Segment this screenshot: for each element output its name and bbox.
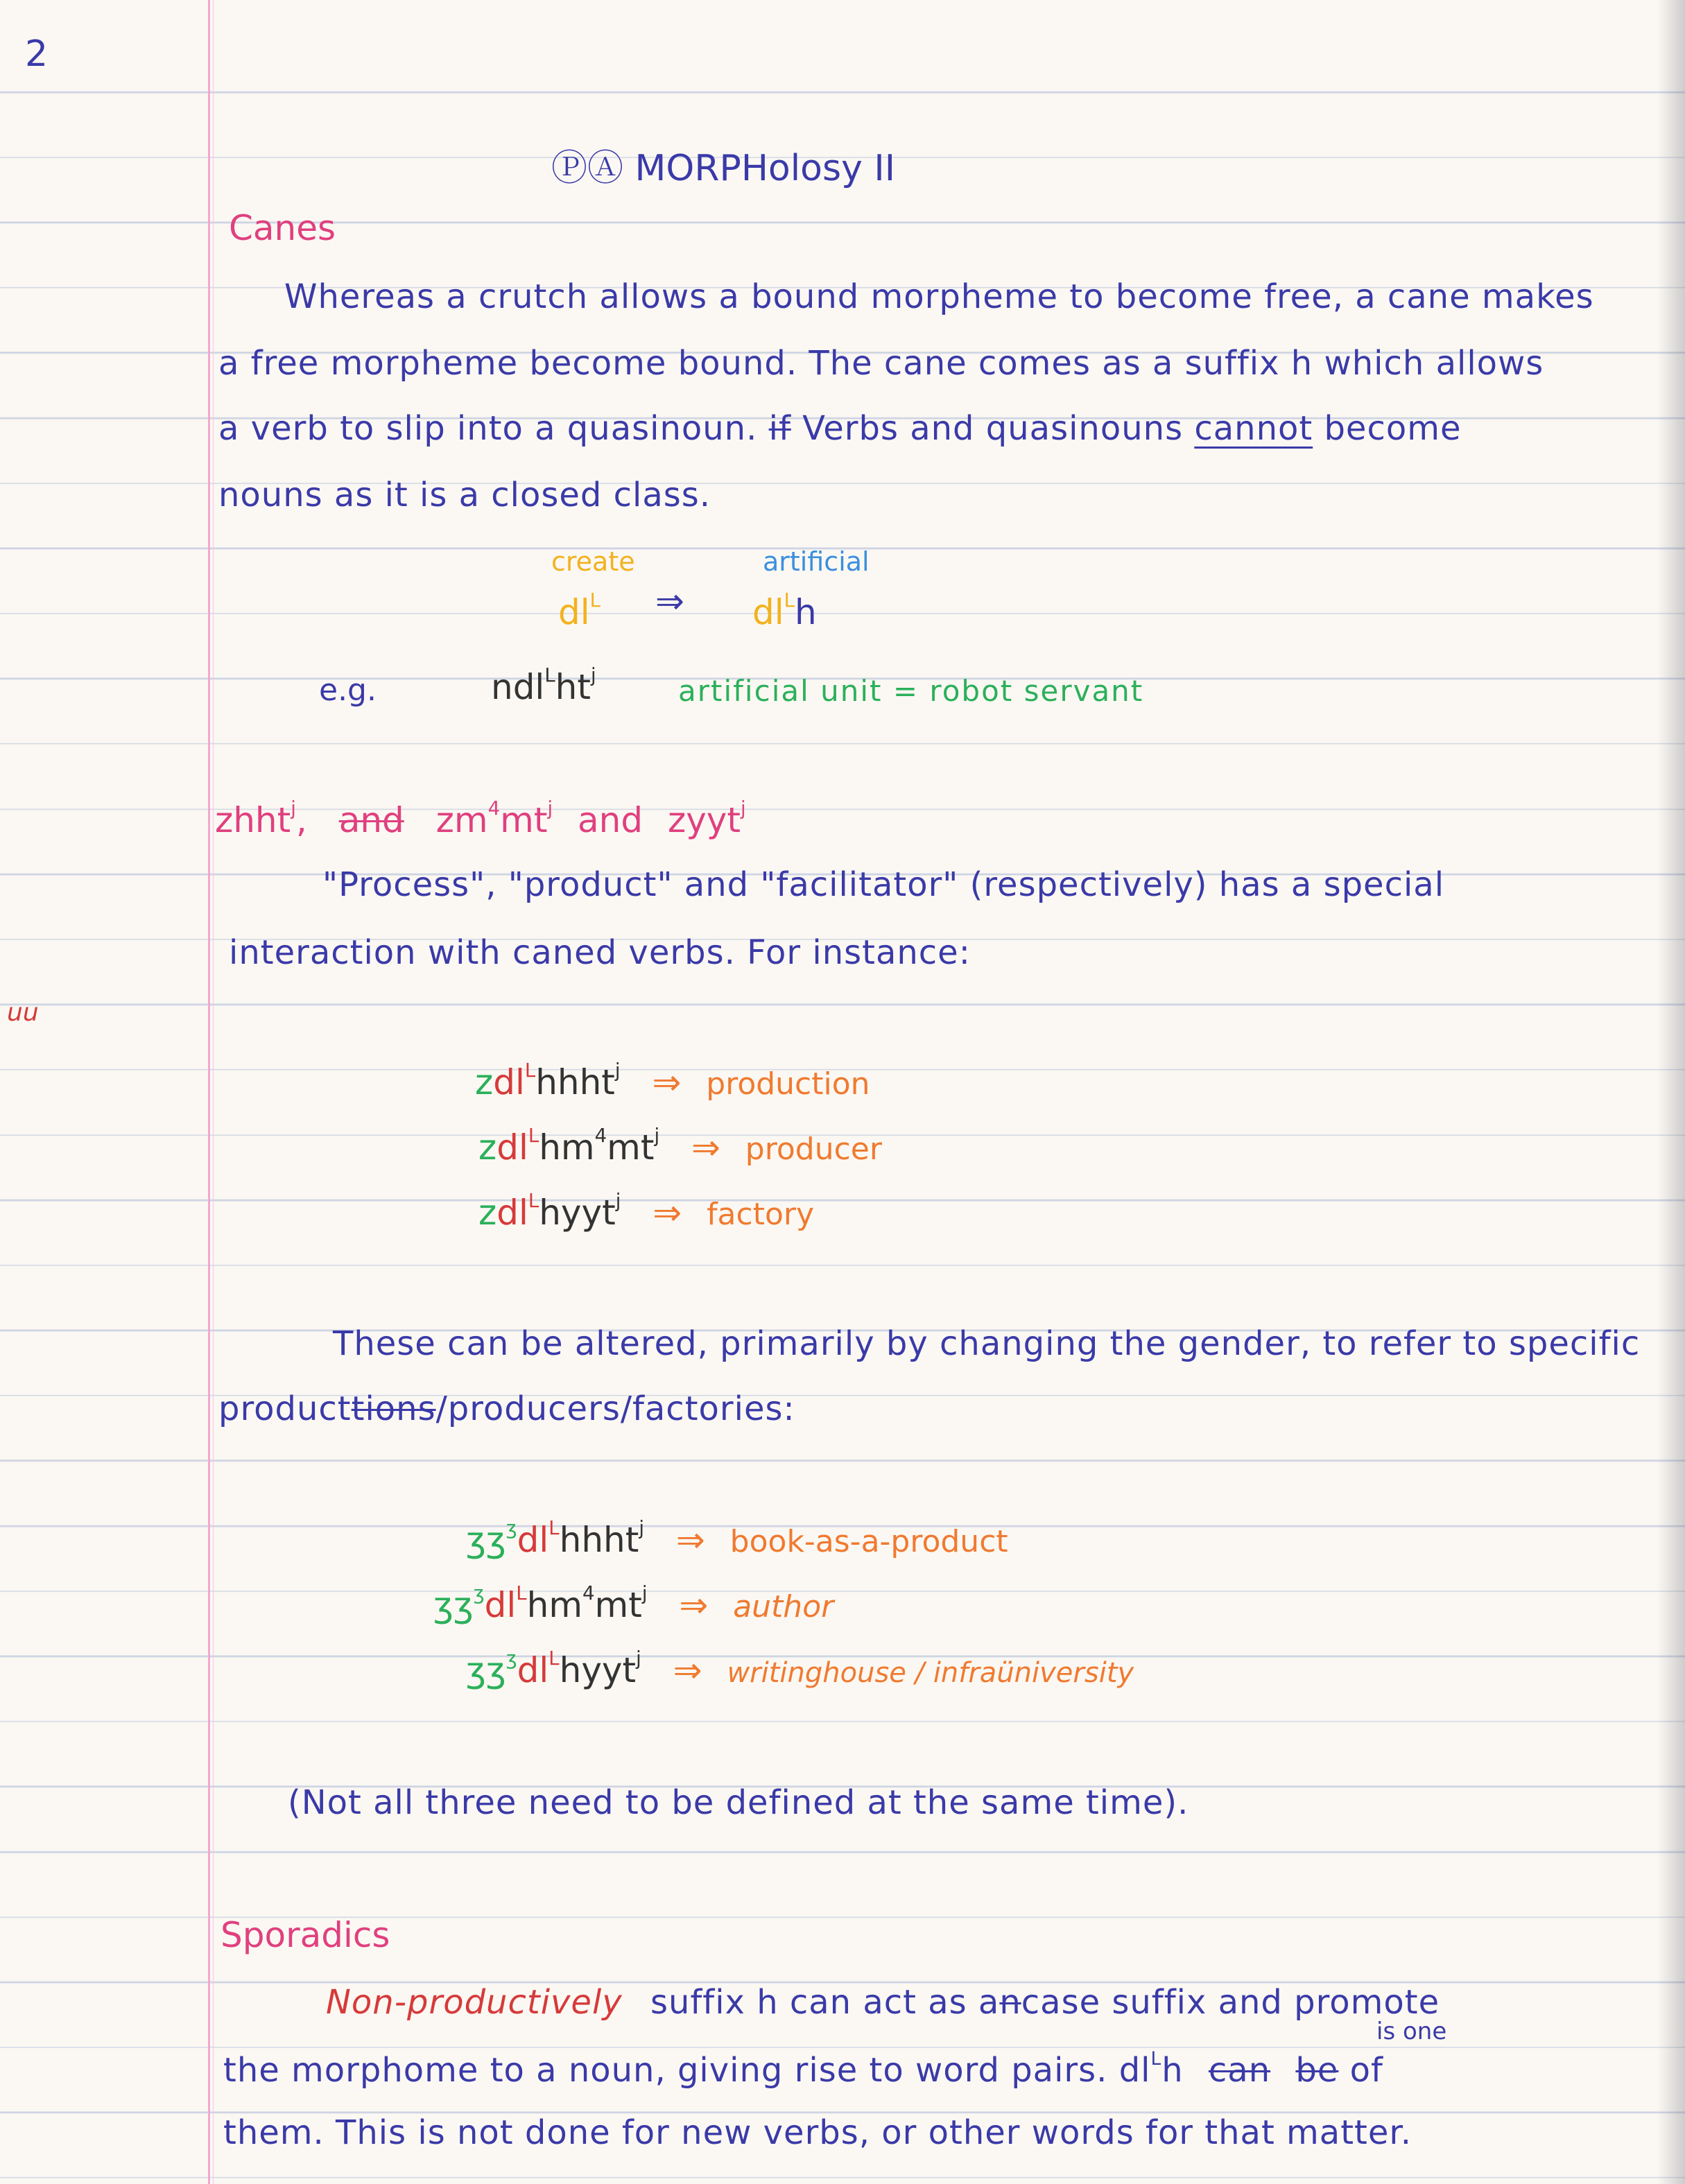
example-producer: [478, 1125, 882, 1168]
gloss: factory: [707, 1196, 815, 1232]
example-author: [433, 1582, 833, 1625]
arrow-icon: ⇒: [673, 1649, 702, 1690]
suffix-b: mt: [607, 1127, 655, 1168]
root: dl: [517, 1649, 549, 1690]
derived-form: [752, 589, 817, 632]
insertion-note: is one: [1376, 2018, 1447, 2045]
eg-word: [491, 664, 596, 707]
gloss: book-as-a-product: [729, 1523, 1008, 1559]
para2-struck: tions: [351, 1389, 436, 1428]
suffix-sup: j: [639, 1517, 644, 1539]
sporadics-line-1-b: suffix h can act as a: [650, 1983, 1000, 2022]
sporadics-line-2-a: the morphome to a noun, giving rise to word pairs. dl: [223, 2050, 1151, 2090]
eg-word-b: ht: [555, 666, 591, 707]
gender-prefix-sup: ʒ: [473, 1582, 485, 1604]
example-writinghouse: [466, 1647, 1134, 1690]
canes-para-line-3: [218, 409, 1462, 448]
heading-zyyt: zyyt: [667, 799, 741, 840]
sporadics-line-2-b: h: [1161, 2050, 1184, 2090]
derived-suffix: h: [794, 591, 817, 632]
sporadics-struck-be: be: [1295, 2050, 1339, 2090]
para2-line-2-b: /producers/factories:: [435, 1389, 795, 1428]
sporadics-line-3: them. This is not done for new verbs, or other words for that matter.: [223, 2113, 1412, 2152]
eg-word-sup1: L: [544, 664, 555, 686]
section-heading-canes: Canes: [229, 208, 336, 248]
arrow-icon: ⇒: [652, 1061, 682, 1102]
suffix: hm: [526, 1584, 583, 1625]
canes-para-line-3-text-b: Verbs and quasinouns: [802, 409, 1184, 448]
heading-struck-and: and: [338, 799, 404, 840]
canes-para-line-2: a free morpheme become bound. The cane comes as a suffix h which allows: [218, 344, 1544, 383]
gloss: author: [733, 1588, 834, 1624]
eg-label: e.g.: [319, 673, 377, 708]
eg-word-a: ndl: [491, 666, 545, 707]
root-sup: L: [548, 1647, 560, 1670]
suffix: hm: [539, 1127, 595, 1168]
example-production: [475, 1059, 870, 1102]
section-heading-processes: [215, 797, 746, 840]
sporadics-line-2-c: of: [1349, 2050, 1383, 2090]
sporadics-line-2-sup: L: [1150, 2048, 1162, 2070]
heading-zmmt-sup2: j: [547, 797, 553, 820]
underlined-word: cannot: [1194, 409, 1313, 448]
root: dl: [496, 1192, 528, 1233]
eg-word-sup2: j: [590, 664, 596, 686]
page-number: 2: [25, 33, 49, 75]
suffix-sup: j: [615, 1190, 621, 1212]
root-sup: L: [524, 1059, 536, 1082]
suffix: hhht: [559, 1519, 639, 1560]
heading-zmmt: zm: [435, 799, 488, 840]
processes-para-line-2: interaction with caned verbs. For instance:: [229, 933, 971, 972]
margin-line: [208, 0, 210, 2184]
suffix-b: mt: [594, 1584, 642, 1625]
arrow-icon: ⇒: [675, 1519, 705, 1560]
root: dl: [493, 1061, 525, 1102]
processes-para2-line-1: These can be altered, primarily by changing the gender, to refer to specific: [333, 1324, 1641, 1363]
struck-word: if: [768, 409, 791, 448]
eg-gloss: artificial unit = robot servant: [678, 674, 1144, 708]
heading-comma: ,: [295, 799, 307, 840]
suffix-sup: j: [636, 1647, 641, 1670]
page-edge-shadow: [1657, 0, 1685, 2184]
example-factory: [478, 1190, 814, 1233]
heading-zhht: zhht: [215, 799, 291, 840]
gloss: production: [706, 1066, 870, 1102]
processes-para2-line-2: [218, 1389, 795, 1428]
gloss: producer: [745, 1131, 882, 1167]
heading-zmmt-sup: 4: [487, 797, 501, 820]
margin-note: uu: [7, 998, 39, 1027]
gender-prefix-sup: ʒ: [506, 1647, 517, 1670]
root-sup: L: [528, 1190, 539, 1212]
gender-prefix: ʒʒ: [466, 1649, 506, 1690]
suffix: hyyt: [539, 1192, 616, 1233]
derivation-arrow: ⇒: [655, 581, 684, 621]
root-sup: L: [589, 589, 600, 612]
sporadics-line-2: [223, 2048, 1383, 2090]
sporadics-line-1: [326, 1983, 1440, 2022]
canes-para-line-3-text: a verb to slip into a quasinoun.: [218, 409, 758, 448]
gloss: writinghouse / infraüniversity: [727, 1656, 1134, 1689]
suffix-sup: j: [641, 1582, 648, 1604]
z-prefix: z: [475, 1061, 494, 1102]
root-sup: L: [548, 1517, 560, 1539]
processes-para-line-1: "Process", "product" and "facilitator" (respectively) has a special: [322, 865, 1445, 904]
arrow-icon: ⇒: [691, 1127, 720, 1168]
derived-sup: L: [784, 589, 795, 612]
root: dl: [484, 1584, 517, 1625]
heading-zyyt-sup: j: [741, 797, 746, 820]
processes-note: (Not all three need to be defined at the same time).: [288, 1783, 1189, 1822]
gloss-create: create: [551, 546, 635, 577]
sporadics-struck-can: can: [1208, 2050, 1271, 2090]
margin-line-secondary: [213, 0, 214, 2184]
gloss-artificial: artificial: [763, 546, 870, 577]
root-sup: L: [516, 1582, 527, 1604]
sporadics-line-1-c: case suffix and promote: [1021, 1983, 1440, 2022]
para2-line-2-a: product: [218, 1389, 352, 1428]
root-sup: L: [528, 1125, 539, 1147]
gender-prefix: ʒʒ: [466, 1519, 506, 1560]
root: dl: [517, 1519, 549, 1560]
section-heading-sporadics: Sporadics: [221, 1915, 390, 1955]
suffix: hhht: [535, 1061, 615, 1102]
root-text: dl: [558, 591, 590, 632]
z-prefix: z: [478, 1127, 497, 1168]
derived-root: dl: [752, 591, 784, 632]
heading-and: and: [577, 799, 643, 840]
z-prefix: z: [478, 1192, 497, 1233]
sporadics-struck-n: n: [999, 1983, 1021, 2022]
suffix-mid-sup: 4: [594, 1125, 607, 1147]
heading-zmmt-b: mt: [500, 799, 548, 840]
canes-para-line-4: nouns as it is a closed class.: [218, 476, 711, 514]
root: dl: [496, 1127, 528, 1168]
suffix-mid-sup: 4: [582, 1582, 595, 1604]
canes-para-line-3-text-c: become: [1324, 409, 1462, 448]
page-title: ⓅⒶ MORPHolosy II: [551, 148, 896, 189]
example-book-as-a-product: [466, 1517, 1008, 1560]
suffix: hyyt: [559, 1649, 637, 1690]
suffix-sup: j: [614, 1059, 621, 1082]
arrow-icon: ⇒: [679, 1584, 709, 1625]
root-form: [558, 589, 600, 632]
gender-prefix: ʒʒ: [433, 1584, 474, 1625]
sporadics-emphasis: Non-productively: [326, 1983, 623, 2022]
suffix-sup: j: [654, 1125, 660, 1147]
heading-zhht-sup: j: [291, 797, 296, 820]
canes-para-line-1: Whereas a crutch allows a bound morpheme to become free, a cane makes: [284, 277, 1594, 316]
arrow-icon: ⇒: [653, 1192, 682, 1233]
gender-prefix-sup: ʒ: [506, 1517, 517, 1539]
